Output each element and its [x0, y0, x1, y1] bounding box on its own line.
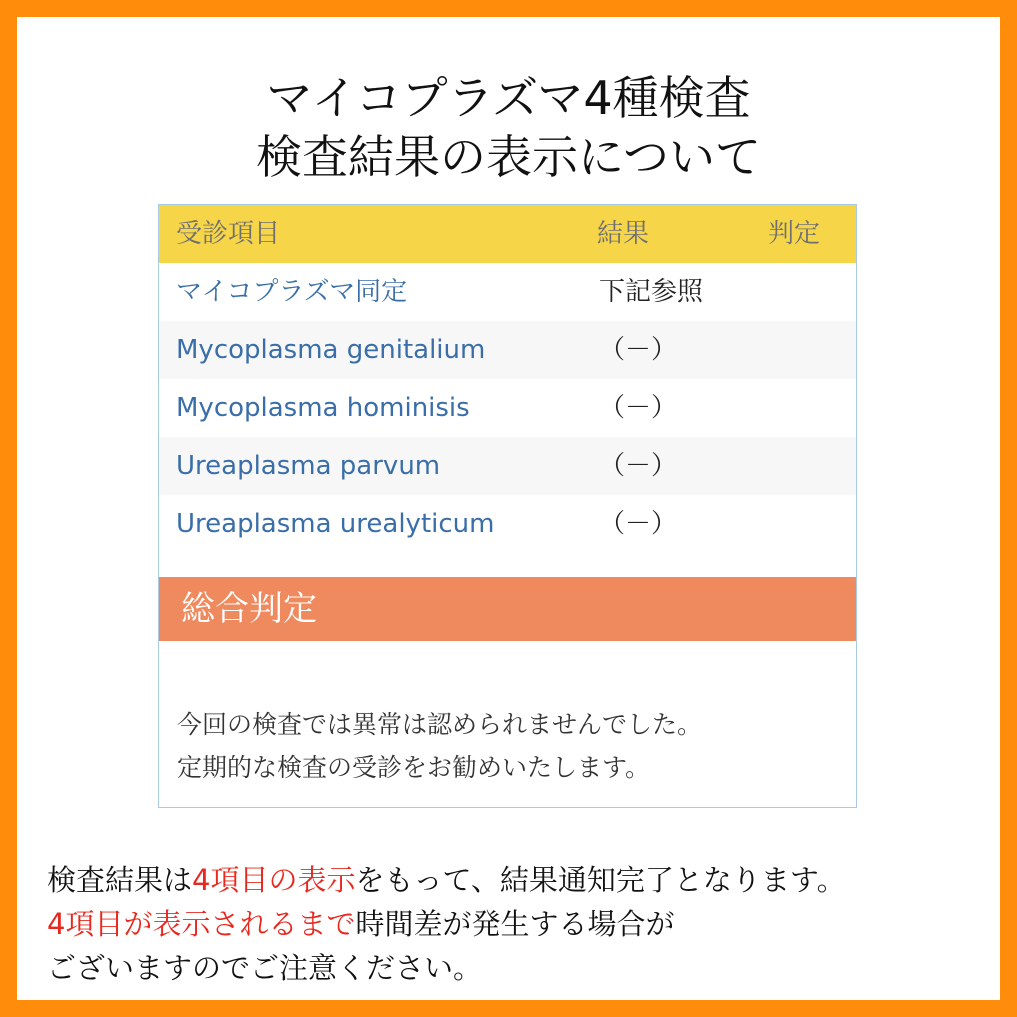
row-name: マイコプラズマ同定: [176, 277, 408, 307]
row-name: Ureaplasma parvum: [176, 451, 441, 481]
notice-l2-b: 時間差が発生する場合が: [355, 907, 675, 941]
table-row: [159, 437, 856, 495]
notice-l1-a: 検査結果は: [47, 863, 193, 897]
table-row: [159, 379, 856, 437]
row-result: （－）: [599, 393, 678, 423]
page-title-line2: 検査結果の表示について: [255, 130, 762, 184]
row-result: （－）: [599, 335, 678, 365]
notice-line3: ございますのでご注意ください。: [47, 951, 483, 985]
table-row: [159, 321, 856, 379]
summary-text: [177, 703, 702, 789]
row-result: （－）: [599, 451, 678, 481]
content-panel: [17, 17, 1000, 1000]
summary-heading: 総合判定: [181, 589, 317, 629]
header-result: 結果: [597, 219, 650, 249]
summary-heading-bar: [159, 577, 856, 641]
row-name: Mycoplasma genitalium: [176, 335, 486, 365]
table-row: [159, 495, 856, 553]
notice-line1: [47, 858, 846, 902]
notice-text: [47, 858, 846, 990]
table-header: [159, 205, 856, 263]
row-name: Ureaplasma urealyticum: [176, 509, 495, 539]
summary-text-line2: 定期的な検査の受診をお勧めいたします。: [177, 753, 651, 782]
page-title-line1: マイコプラズマ4種検査: [266, 71, 751, 125]
row-name: Mycoplasma hominisis: [176, 393, 470, 423]
table-row: [159, 263, 856, 321]
header-judgement: 判定: [768, 219, 821, 249]
summary-text-line1: 今回の検査では異常は認められませんでした。: [177, 710, 703, 739]
header-item: 受診項目: [176, 219, 281, 249]
result-screen-card: [158, 204, 857, 808]
row-result: 下記参照: [599, 277, 704, 307]
notice-l2-highlight: 4項目が表示されるまで: [47, 907, 356, 941]
notice-l1-c: をもって、結果通知完了となります。: [355, 863, 846, 897]
notice-l1-highlight: 4項目の表示: [192, 863, 356, 897]
row-result: （－）: [599, 509, 678, 539]
notice-line2: [47, 902, 846, 946]
